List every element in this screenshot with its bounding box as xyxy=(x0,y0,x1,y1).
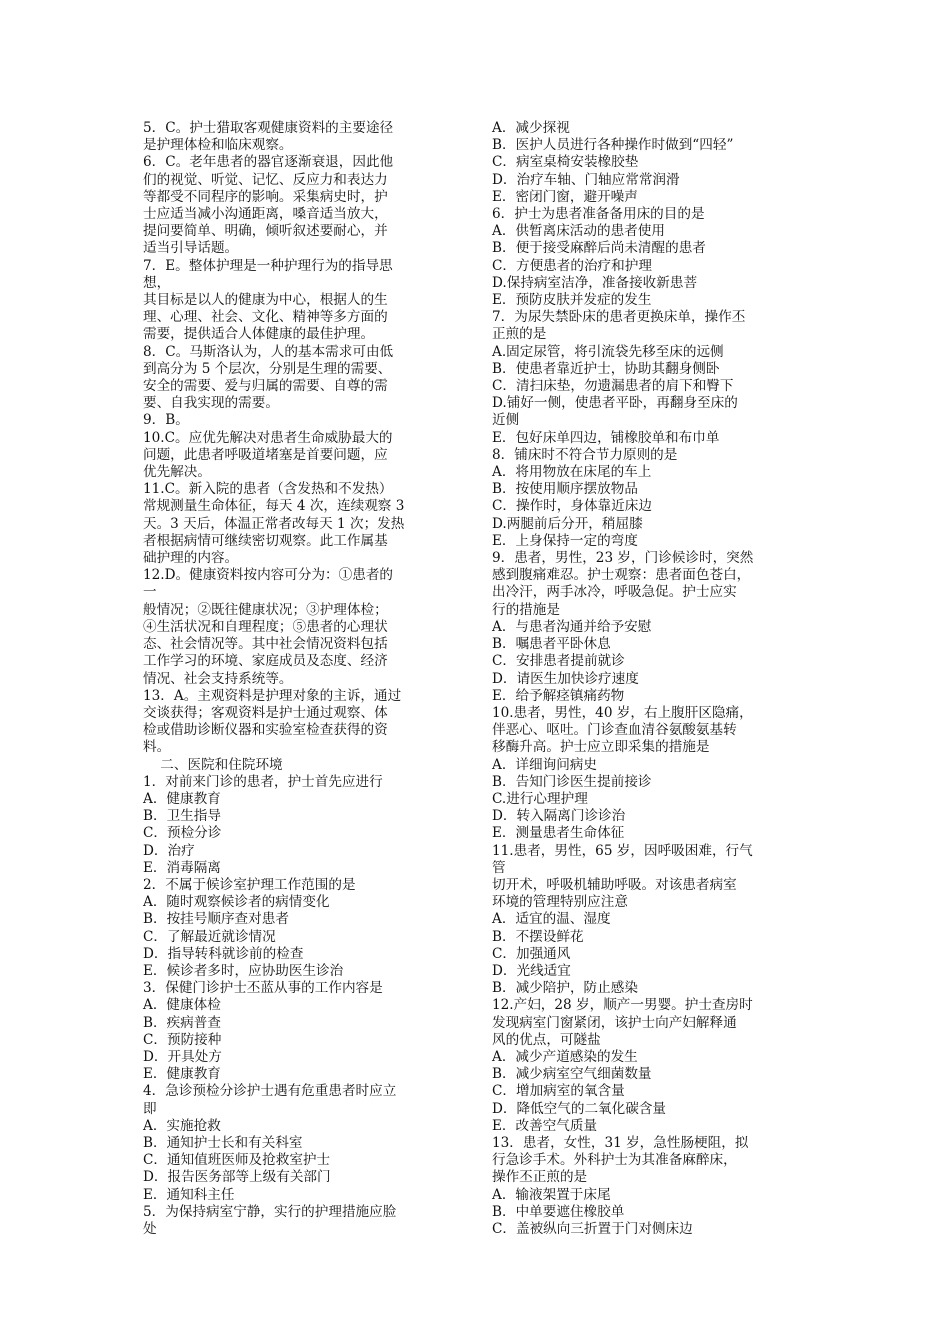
left-column-line: A．随时观察候诊者的病情变化 xyxy=(143,894,330,911)
left-column-line: A．健康教育 xyxy=(143,790,221,807)
left-column-line: 士应适当减小沟通距离，嗓音适当放大， xyxy=(143,206,388,223)
right-column-line: D．光线适宜 xyxy=(492,962,571,979)
right-column-line: 发现病室门窗紧闭，该护士向产妇解释通 xyxy=(492,1014,737,1031)
left-column-line: 一 xyxy=(143,584,157,601)
left-column-line: 理、心理、社会、文化、精神等多方面的 xyxy=(143,309,388,326)
right-column-line: 伴恶心、呕吐。门诊查血清谷氨酸氨基转 xyxy=(492,722,737,739)
left-column-line: 适当引导话题。 xyxy=(143,240,239,257)
left-column-line: 是护理体检和临床观察。 xyxy=(143,137,293,154)
left-column-line: C．通知值班医师及抢救室护士 xyxy=(143,1152,331,1169)
right-column-line: C．操作时，身体靠近床边 xyxy=(492,498,652,515)
right-column-line: E．密闭门窗，避开噪声 xyxy=(492,188,638,205)
left-column-line: A．实施抢救 xyxy=(143,1117,221,1134)
right-column-line: 管 xyxy=(492,859,506,876)
right-column-line: E．上身保持一定的弯度 xyxy=(492,532,638,549)
right-column-line: D．治疗车轴、门轴应常常润滑 xyxy=(492,171,680,188)
left-column-line: 检或借助诊断仪器和实验室检查获得的资 xyxy=(143,722,388,739)
right-column-line: B．减少病室空气细菌数量 xyxy=(492,1066,652,1083)
right-column-line: A．适宜的温、湿度 xyxy=(492,911,611,928)
left-column-line: 10.C。应优先解决对患者生命威胁最大的 xyxy=(143,429,393,446)
right-column-line: 12.产妇，28 岁，顺产一男婴。护士查房时 xyxy=(492,997,753,1014)
left-column-line: 8．C。马斯洛认为，人的基本需求可由低 xyxy=(143,343,394,360)
right-column-line: A．供暂离床活动的患者使用 xyxy=(492,223,665,240)
right-column-line: 7．为尿失禁卧床的患者更换床单，操作丕 xyxy=(492,309,746,326)
right-column-line: B．减少陪护，防止感染 xyxy=(492,980,638,997)
right-column-line: E．测量患者生命体征 xyxy=(492,825,625,842)
right-column-line: A．与患者沟通并给予安慰 xyxy=(492,618,652,635)
left-column-line: 二、医院和住院环境 xyxy=(143,756,283,773)
left-column-line: 料。 xyxy=(143,739,171,756)
right-column-line: A．减少探视 xyxy=(492,120,570,136)
left-column-line: 9．B。 xyxy=(143,412,189,429)
left-column-line: 12.D。健康资料按内容可分为：①患者的 xyxy=(143,567,394,584)
left-column-line: 优先解决。 xyxy=(143,464,211,481)
left-column-line: E．健康教育 xyxy=(143,1066,221,1083)
left-column-line: C．预防接种 xyxy=(143,1031,222,1048)
left-column-line: 5．为保持病室宁静，实行的护理措施应脸 xyxy=(143,1203,397,1220)
right-column-line: D.铺好一侧，使患者平卧，再翻身至床的 xyxy=(492,395,738,412)
right-column-line: C．病室桌椅安装橡胶垫 xyxy=(492,154,639,171)
left-column-line: 11.C。新入院的患者（含发热和不发热） xyxy=(143,481,393,498)
right-column-line: E．预防皮肤并发症的发生 xyxy=(492,292,652,309)
left-column-line: 5．C。护士猎取客观健康资料的主要途径 xyxy=(143,120,394,136)
left-column-line: B．卫生指导 xyxy=(143,808,221,825)
right-column-line: 行的措施是 xyxy=(492,601,560,618)
right-column-line: B．便于接受麻醉后尚未清醒的患者 xyxy=(492,240,706,257)
left-column-line: C．了解最近就诊情况 xyxy=(143,928,276,945)
left-column-line: 情况、社会支持系统等。 xyxy=(143,670,293,687)
right-column-line: C．安排患者提前就诊 xyxy=(492,653,625,670)
left-column-line: 交谈获得；客观资料是护士通过观察、体 xyxy=(143,704,388,721)
left-column-line: 7．E。整体护理是一种护理行为的指导思 xyxy=(143,257,393,274)
right-column-line: C．盖被纵向三折置于门对侧床边 xyxy=(492,1221,693,1237)
left-column-line: 要、自我实现的需要。 xyxy=(143,395,279,412)
right-column-line: 风的优点，可隧盐 xyxy=(492,1031,601,1048)
right-column-line: 13．患者，女性，31 岁，急性肠梗阻，拟 xyxy=(492,1134,749,1151)
left-text-column xyxy=(143,120,467,1238)
right-column-line: 操作丕正煎的是 xyxy=(492,1169,588,1186)
left-column-line: 问题，此患者呼吸道堵塞是首要问题，应 xyxy=(143,446,388,463)
right-column-line: B．嘱患者平卧休息 xyxy=(492,636,611,653)
right-column-line: D.保持病室洁净，准备接收新患菩 xyxy=(492,274,698,291)
left-column-line: 到高分为 5 个层次，分别是生理的需要、 xyxy=(143,360,392,377)
left-column-line: 提问要简单、明确，倾听叙述要耐心，并 xyxy=(143,223,388,240)
right-column-line: E．改善空气质量 xyxy=(492,1117,598,1134)
right-column-line: A．减少产道感染的发生 xyxy=(492,1048,638,1065)
right-column-line: C．增加病室的氧含量 xyxy=(492,1083,625,1100)
right-column-line: 9．患者，男性，23 岁，门诊候诊时，突然 xyxy=(492,550,754,567)
left-column-line: 等都受不同程序的影响。采集病史时，护 xyxy=(143,188,388,205)
right-column-line: C．清扫床垫，勿遗漏患者的肩下和臀下 xyxy=(492,378,734,395)
right-column-line: A.固定尿管，将引流袋先移至床的远侧 xyxy=(492,343,724,360)
left-column-line: D．指导转科就诊前的检查 xyxy=(143,945,304,962)
right-column-line: 正煎的是 xyxy=(492,326,547,343)
right-column-line: 8．铺床时不符合节力原则的是 xyxy=(492,446,678,463)
right-column-line: D．请医生加快诊疗速度 xyxy=(492,670,639,687)
left-column-line: 其目标是以人的健康为中心，根据人的生 xyxy=(143,292,388,309)
left-column-line: B．按挂号顺序查对患者 xyxy=(143,911,289,928)
right-column-line: 移酶升高。护士应立即采集的措施是 xyxy=(492,739,710,756)
right-column-line: D．转入隔离门诊诊治 xyxy=(492,808,626,825)
right-column-line: B．使患者靠近护士，协助其翻身侧卧 xyxy=(492,360,720,377)
right-column-line: 近侧 xyxy=(492,412,520,429)
left-column-line: 处 xyxy=(143,1221,157,1237)
right-column-line: B．不摆设鲜花 xyxy=(492,928,584,945)
left-column-line: D．报告医务部等上级有关部门 xyxy=(143,1169,331,1186)
left-column-line: 础护理的内容。 xyxy=(143,550,239,567)
left-column-line: B．疾病普查 xyxy=(143,1014,221,1031)
right-column-line: D.两腿前后分开，稍屈膝 xyxy=(492,515,643,532)
right-column-line: 出冷汗，两手冰冷，呼吸急促。护士应实 xyxy=(492,584,737,601)
right-column-line: 11.患者，男性，65 岁，因呼吸困难，行气 xyxy=(492,842,753,859)
left-column-line: 天。3 天后，体温正常者改每天 1 次；发热 xyxy=(143,515,405,532)
left-column-line: E．消毒隔离 xyxy=(143,859,221,876)
right-column-line: A．详细询问病史 xyxy=(492,756,597,773)
right-column-line: E．包好床单四边，铺橡胶单和布巾单 xyxy=(492,429,720,446)
left-column-line: A．健康体检 xyxy=(143,997,221,1014)
left-column-line: 4．急诊预检分诊护士遇有危重患者时应立 xyxy=(143,1083,397,1100)
left-column-line: 即 xyxy=(143,1100,157,1117)
left-column-line: 想， xyxy=(143,274,171,291)
left-column-line: E．候诊者多时，应协助医生诊治 xyxy=(143,962,344,979)
left-column-line: 工作学习的环境、家庭成员及态度、经济 xyxy=(143,653,388,670)
right-column-line: D．降低空气的二氧化碳含量 xyxy=(492,1100,667,1117)
left-column-line: 6．C。老年患者的器官逐渐衰退，因此他 xyxy=(143,154,394,171)
left-column-line: 安全的需要、爱与归属的需要、自尊的需 xyxy=(143,378,388,395)
right-column-line: 6．护士为患者准备备用床的目的是 xyxy=(492,206,705,223)
right-column-line: 感到腹痛难忍。护士观察：患者面色苍白， xyxy=(492,567,751,584)
left-column-line: 般情况；②既往健康状况；③护理体检； xyxy=(143,601,388,618)
right-column-line: 切开术，呼吸机辅助呼吸。对该患者病室 xyxy=(492,876,737,893)
right-column-line: E．给予解痉镇痛药物 xyxy=(492,687,625,704)
right-column-line: C．加强通风 xyxy=(492,945,571,962)
right-column-line: 10.患者，男性，40 岁，右上腹肝区隐痛， xyxy=(492,704,753,721)
left-column-line: 态、社会情况等。其中社会情况资料包括 xyxy=(143,636,388,653)
right-column-line: 行急诊手术。外科护士为其准备麻醉床， xyxy=(492,1152,737,1169)
right-column-line: A．将用物放在床尾的车上 xyxy=(492,464,652,481)
left-column-line: C．预检分诊 xyxy=(143,825,222,842)
left-column-line: 1．对前来门诊的患者，护士首先应进行 xyxy=(143,773,383,790)
right-text-column xyxy=(492,120,814,1238)
left-column-line: 们的视觉、听觉、记忆、反应力和表达力 xyxy=(143,171,388,188)
left-column-line: 常规测量生命体征，每天 4 次，连续观察 3 xyxy=(143,498,405,515)
left-column-line: D．开具处方 xyxy=(143,1048,222,1065)
right-column-line: A．输液架置于床尾 xyxy=(492,1186,611,1203)
left-column-line: 需要，提供适合人体健康的最佳护理。 xyxy=(143,326,375,343)
left-column-line: B．通知护士长和有关科室 xyxy=(143,1134,303,1151)
left-column-line: D．治疗 xyxy=(143,842,195,859)
right-column-line: C．方便患者的治疗和护理 xyxy=(492,257,652,274)
right-column-line: C.进行心理护理 xyxy=(492,790,588,807)
left-column-line: ④生活状况和自理程度；⑤患者的心理状 xyxy=(143,618,388,635)
right-column-line: B．医护人员进行各种操作时做到“四轻” xyxy=(492,137,734,154)
left-column-line: 者根据病情可继续密切观察。此工作属基 xyxy=(143,532,388,549)
left-column-line: 2．不属于候诊室护理工作范围的是 xyxy=(143,876,356,893)
right-column-line: B．按使用顺序摆放物品 xyxy=(492,481,638,498)
left-column-line: 13．A。主观资料是护理对象的主诉，通过 xyxy=(143,687,402,704)
left-column-line: 3．保健门诊护士丕蓝从事的工作内容是 xyxy=(143,980,383,997)
right-column-line: B．中单要遮住橡胶单 xyxy=(492,1203,625,1220)
right-column-line: 环境的管理特别应注意 xyxy=(492,894,628,911)
right-column-line: B．告知门诊医生提前接诊 xyxy=(492,773,652,790)
left-column-line: E．通知科主任 xyxy=(143,1186,235,1203)
